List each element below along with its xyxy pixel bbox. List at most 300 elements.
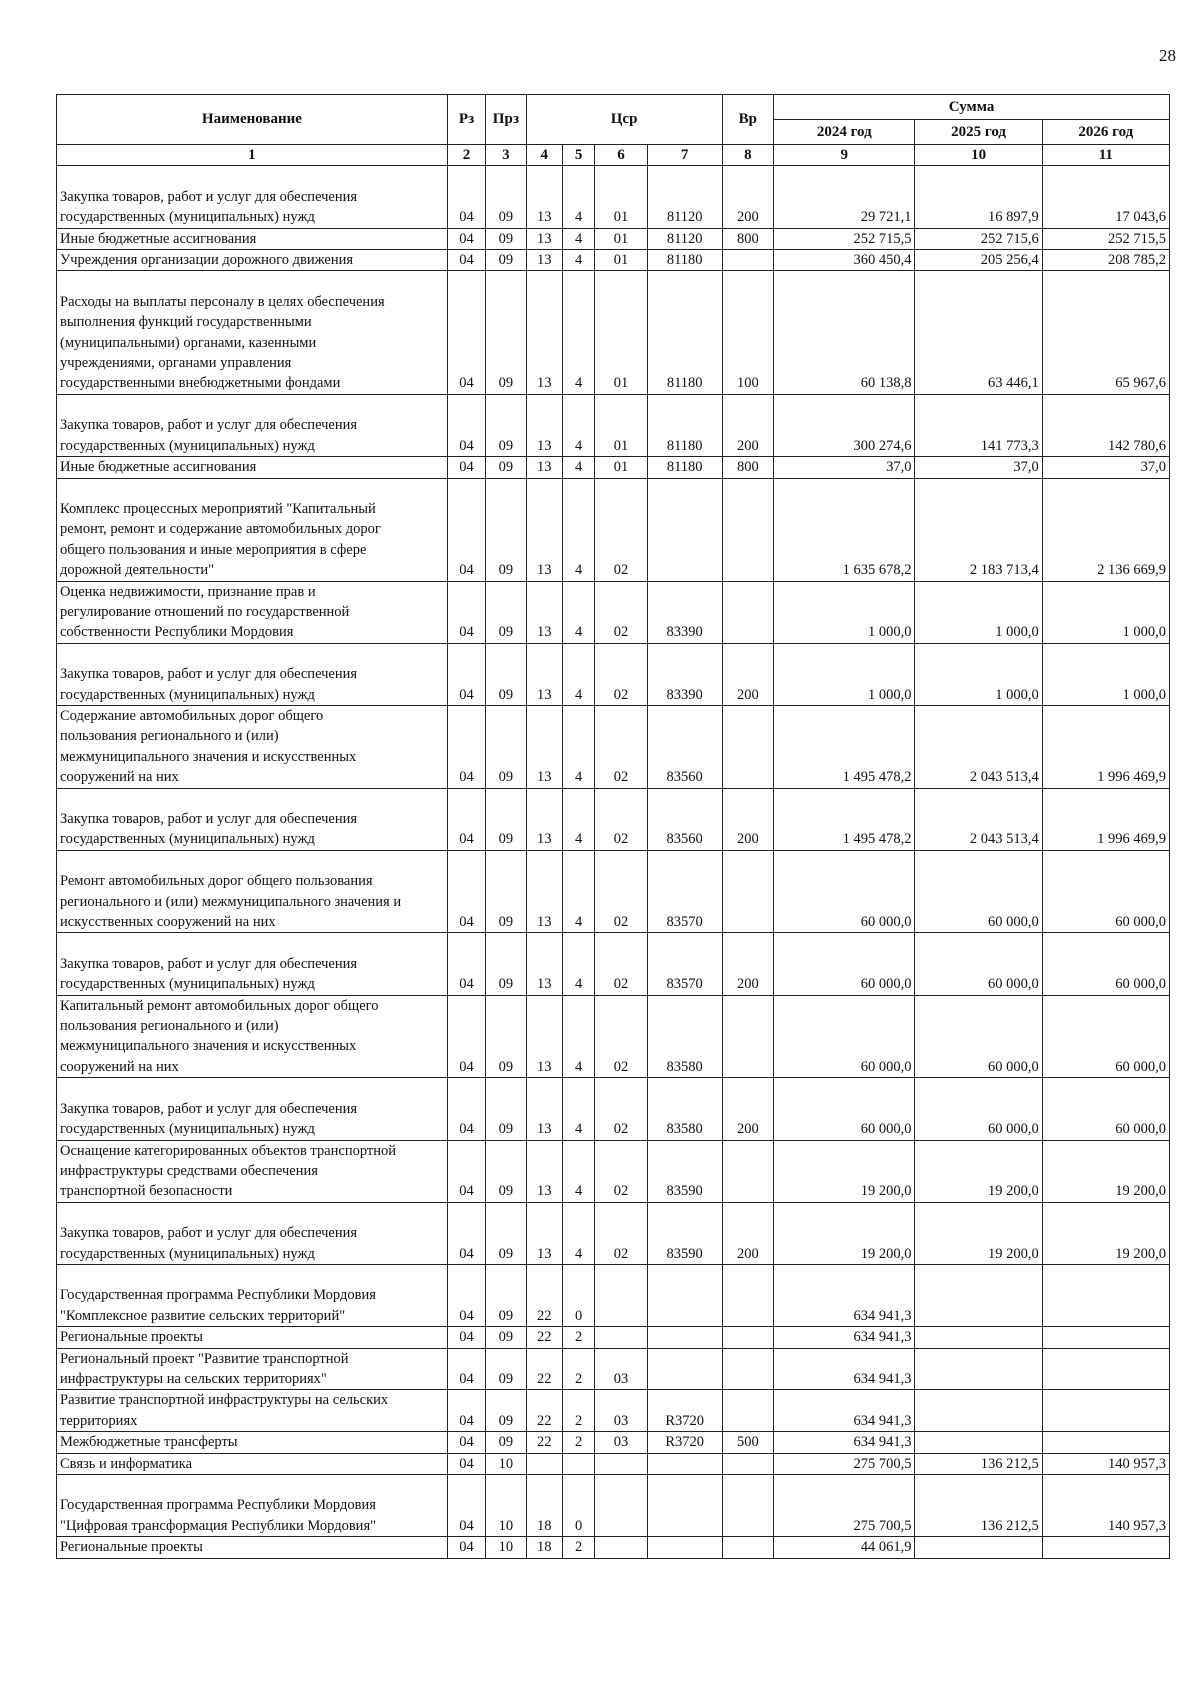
cell-vr: 800 bbox=[722, 457, 774, 478]
table-row bbox=[57, 394, 1170, 456]
cell-sum-2026: 1 000,0 bbox=[1042, 643, 1169, 705]
table-row bbox=[57, 850, 1170, 933]
cell-sum-2024: 60 138,8 bbox=[774, 271, 915, 394]
cell-csr-subprogram bbox=[595, 1264, 648, 1326]
cell-name-line: Региональный проект "Развитие транспортной bbox=[60, 1350, 349, 1367]
cell-csr-program: 22 bbox=[526, 1390, 562, 1432]
cell-name-line: Межбюджетные трансферты bbox=[60, 1434, 238, 1451]
header-year-2024: 2024 год bbox=[774, 120, 915, 145]
cell-csr-type: 2 bbox=[562, 1390, 594, 1432]
cell-sum-2024: 634 941,3 bbox=[774, 1348, 915, 1390]
cell-rz: 04 bbox=[447, 1432, 485, 1453]
cell-name-line: межмуниципального значения и искусственных bbox=[60, 748, 357, 765]
cell-name-line bbox=[60, 1078, 444, 1098]
cell-sum-2024: 634 941,3 bbox=[774, 1327, 915, 1348]
header-rz: Рз bbox=[447, 95, 485, 145]
cell-csr-subprogram: 02 bbox=[595, 1078, 648, 1140]
header-year-2026: 2026 год bbox=[1042, 120, 1169, 145]
cell-sum-2024: 275 700,5 bbox=[774, 1475, 915, 1537]
cell-prz: 09 bbox=[486, 271, 526, 394]
cell-csr-direction bbox=[647, 1327, 722, 1348]
table-row bbox=[57, 705, 1170, 788]
cell-sum-2024: 634 941,3 bbox=[774, 1432, 915, 1453]
cell-rz: 04 bbox=[447, 1348, 485, 1390]
cell-csr-program: 22 bbox=[526, 1264, 562, 1326]
cell-name-line: ремонт, ремонт и содержание автомобильных дорог bbox=[60, 521, 381, 538]
cell-vr bbox=[722, 1453, 774, 1474]
cell-vr bbox=[722, 705, 774, 788]
cell-name bbox=[57, 478, 448, 581]
cell-rz: 04 bbox=[447, 271, 485, 394]
cell-csr-direction: 83560 bbox=[647, 788, 722, 850]
cell-rz: 04 bbox=[447, 394, 485, 456]
table-row bbox=[57, 1348, 1170, 1390]
cell-sum-2024: 1 495 478,2 bbox=[774, 705, 915, 788]
cell-csr-program: 13 bbox=[526, 394, 562, 456]
cell-sum-2025: 136 212,5 bbox=[915, 1475, 1042, 1537]
table-row bbox=[57, 1537, 1170, 1558]
cell-csr-program: 13 bbox=[526, 850, 562, 933]
cell-name-line: Государственная программа Республики Мордовия bbox=[60, 1497, 376, 1514]
cell-prz: 09 bbox=[486, 850, 526, 933]
cell-rz: 04 bbox=[447, 1475, 485, 1537]
cell-csr-type: 4 bbox=[562, 705, 594, 788]
cell-sum-2024: 252 715,5 bbox=[774, 228, 915, 249]
cell-csr-subprogram: 01 bbox=[595, 250, 648, 271]
cell-name bbox=[57, 1140, 448, 1202]
cell-rz: 04 bbox=[447, 228, 485, 249]
cell-vr bbox=[722, 478, 774, 581]
cell-vr: 200 bbox=[722, 1202, 774, 1264]
cell-name bbox=[57, 643, 448, 705]
cell-prz: 09 bbox=[486, 1264, 526, 1326]
cell-name-line bbox=[60, 933, 444, 953]
cell-csr-type: 4 bbox=[562, 250, 594, 271]
cell-csr-program: 13 bbox=[526, 228, 562, 249]
cell-rz: 04 bbox=[447, 788, 485, 850]
cell-name-line bbox=[60, 271, 444, 291]
table-row bbox=[57, 228, 1170, 249]
header-prz: Прз bbox=[486, 95, 526, 145]
cell-name-line: Закупка товаров, работ и услуг для обеспечения bbox=[60, 1100, 358, 1117]
cell-vr: 200 bbox=[722, 166, 774, 228]
cell-sum-2026 bbox=[1042, 1264, 1169, 1326]
cell-sum-2026: 37,0 bbox=[1042, 457, 1169, 478]
cell-prz: 09 bbox=[486, 457, 526, 478]
cell-prz: 09 bbox=[486, 788, 526, 850]
cell-sum-2026: 1 996 469,9 bbox=[1042, 788, 1169, 850]
cell-name-line: искусственных сооружений на них bbox=[60, 914, 276, 931]
cell-csr-type: 4 bbox=[562, 457, 594, 478]
table-row bbox=[57, 250, 1170, 271]
cell-csr-program: 13 bbox=[526, 1140, 562, 1202]
cell-rz: 04 bbox=[447, 1537, 485, 1558]
cell-csr-subprogram: 01 bbox=[595, 271, 648, 394]
cell-prz: 09 bbox=[486, 1348, 526, 1390]
cell-sum-2026 bbox=[1042, 1390, 1169, 1432]
cell-name-line: дорожной деятельности" bbox=[60, 562, 215, 579]
column-number: 2 bbox=[447, 145, 485, 166]
cell-rz: 04 bbox=[447, 1264, 485, 1326]
cell-csr-type bbox=[562, 1453, 594, 1474]
cell-vr bbox=[722, 1390, 774, 1432]
cell-csr-program: 13 bbox=[526, 933, 562, 995]
cell-name-line: регулирование отношений по государственной bbox=[60, 603, 350, 620]
cell-sum-2025: 63 446,1 bbox=[915, 271, 1042, 394]
cell-csr-subprogram bbox=[595, 1453, 648, 1474]
header-vr: Вр bbox=[722, 95, 774, 145]
cell-csr-direction: 83580 bbox=[647, 1078, 722, 1140]
cell-name bbox=[57, 394, 448, 456]
table-row bbox=[57, 1202, 1170, 1264]
cell-prz: 09 bbox=[486, 478, 526, 581]
cell-name-line: Закупка товаров, работ и услуг для обеспечения bbox=[60, 955, 358, 972]
cell-sum-2025: 60 000,0 bbox=[915, 995, 1042, 1078]
cell-name-line bbox=[60, 166, 444, 186]
cell-name-line: Закупка товаров, работ и услуг для обеспечения bbox=[60, 811, 358, 827]
cell-csr-program: 13 bbox=[526, 271, 562, 394]
cell-csr-direction: 81120 bbox=[647, 166, 722, 228]
cell-sum-2025 bbox=[915, 1537, 1042, 1558]
table-row bbox=[57, 933, 1170, 995]
cell-csr-direction: 81120 bbox=[647, 228, 722, 249]
cell-csr-subprogram: 02 bbox=[595, 788, 648, 850]
cell-vr: 200 bbox=[722, 643, 774, 705]
cell-sum-2026 bbox=[1042, 1432, 1169, 1453]
cell-rz: 04 bbox=[447, 933, 485, 995]
cell-prz: 09 bbox=[486, 643, 526, 705]
cell-prz: 09 bbox=[486, 166, 526, 228]
cell-csr-direction: 83590 bbox=[647, 1202, 722, 1264]
cell-sum-2026: 60 000,0 bbox=[1042, 933, 1169, 995]
cell-vr bbox=[722, 1327, 774, 1348]
cell-name-line: государственных (муниципальных) нужд bbox=[60, 1121, 315, 1138]
cell-sum-2025 bbox=[915, 1390, 1042, 1432]
cell-sum-2024: 1 635 678,2 bbox=[774, 478, 915, 581]
cell-sum-2026: 60 000,0 bbox=[1042, 995, 1169, 1078]
cell-name-line: Учреждения организации дорожного движения bbox=[60, 252, 354, 269]
cell-rz: 04 bbox=[447, 995, 485, 1078]
cell-csr-subprogram: 02 bbox=[595, 1140, 648, 1202]
cell-csr-program: 18 bbox=[526, 1537, 562, 1558]
cell-csr-subprogram: 02 bbox=[595, 643, 648, 705]
cell-csr-subprogram: 02 bbox=[595, 850, 648, 933]
cell-csr-direction bbox=[647, 1475, 722, 1537]
cell-name-line: Закупка товаров, работ и услуг для обеспечения bbox=[60, 417, 358, 434]
cell-csr-type: 4 bbox=[562, 788, 594, 850]
cell-prz: 09 bbox=[486, 995, 526, 1078]
cell-vr: 200 bbox=[722, 394, 774, 456]
cell-sum-2024: 19 200,0 bbox=[774, 1140, 915, 1202]
cell-name-line bbox=[60, 644, 444, 664]
cell-name bbox=[57, 1078, 448, 1140]
cell-sum-2026: 140 957,3 bbox=[1042, 1475, 1169, 1537]
cell-sum-2025: 16 897,9 bbox=[915, 166, 1042, 228]
cell-rz: 04 bbox=[447, 1453, 485, 1474]
cell-csr-direction: 81180 bbox=[647, 250, 722, 271]
cell-csr-subprogram: 02 bbox=[595, 995, 648, 1078]
cell-name-line: Оценка недвижимости, признание прав и bbox=[60, 583, 316, 600]
cell-csr-type: 4 bbox=[562, 1078, 594, 1140]
cell-sum-2024: 360 450,4 bbox=[774, 250, 915, 271]
cell-csr-direction: R3720 bbox=[647, 1390, 722, 1432]
cell-prz: 09 bbox=[486, 581, 526, 643]
cell-csr-type: 0 bbox=[562, 1264, 594, 1326]
cell-sum-2024: 60 000,0 bbox=[774, 995, 915, 1078]
cell-csr-direction: 83570 bbox=[647, 933, 722, 995]
cell-rz: 04 bbox=[447, 581, 485, 643]
cell-prz: 09 bbox=[486, 394, 526, 456]
cell-sum-2026 bbox=[1042, 1327, 1169, 1348]
cell-csr-subprogram bbox=[595, 1537, 648, 1558]
cell-csr-direction: 83560 bbox=[647, 705, 722, 788]
cell-name bbox=[57, 1390, 448, 1432]
cell-name-line: Региональные проекты bbox=[60, 1329, 203, 1346]
cell-prz: 10 bbox=[486, 1475, 526, 1537]
header-sum: Сумма bbox=[774, 95, 1170, 120]
cell-name bbox=[57, 1348, 448, 1390]
column-number: 10 bbox=[915, 145, 1042, 166]
cell-name-line: Государственная программа Республики Мордовия bbox=[60, 1287, 376, 1304]
cell-vr bbox=[722, 995, 774, 1078]
cell-sum-2024: 1 000,0 bbox=[774, 643, 915, 705]
cell-sum-2025: 1 000,0 bbox=[915, 643, 1042, 705]
cell-vr bbox=[722, 1475, 774, 1537]
cell-name bbox=[57, 1475, 448, 1537]
cell-name bbox=[57, 1453, 448, 1474]
cell-csr-direction bbox=[647, 1453, 722, 1474]
cell-csr-subprogram bbox=[595, 1327, 648, 1348]
cell-name-line bbox=[60, 479, 444, 499]
table-row bbox=[57, 1453, 1170, 1474]
column-number: 1 bbox=[57, 145, 448, 166]
budget-table bbox=[56, 94, 1170, 1559]
cell-csr-direction: R3720 bbox=[647, 1432, 722, 1453]
cell-name-line: Закупка товаров, работ и услуг для обеспечения bbox=[60, 1225, 358, 1242]
cell-csr-subprogram bbox=[595, 1475, 648, 1537]
cell-sum-2026: 60 000,0 bbox=[1042, 1078, 1169, 1140]
cell-prz: 09 bbox=[486, 1327, 526, 1348]
cell-csr-program: 13 bbox=[526, 705, 562, 788]
cell-name-line: пользования регионального и (или) bbox=[60, 728, 279, 745]
cell-csr-subprogram: 02 bbox=[595, 705, 648, 788]
cell-sum-2025: 136 212,5 bbox=[915, 1453, 1042, 1474]
cell-rz: 04 bbox=[447, 1390, 485, 1432]
cell-name-line: сооружений на них bbox=[60, 1058, 179, 1075]
cell-vr: 800 bbox=[722, 228, 774, 249]
cell-name-line: государственных (муниципальных) нужд bbox=[60, 1245, 315, 1262]
column-number: 11 bbox=[1042, 145, 1169, 166]
cell-prz: 10 bbox=[486, 1537, 526, 1558]
cell-name-line: Закупка товаров, работ и услуг для обеспечения bbox=[60, 666, 358, 683]
cell-csr-type: 4 bbox=[562, 228, 594, 249]
cell-csr-type: 4 bbox=[562, 581, 594, 643]
table-row bbox=[57, 1327, 1170, 1348]
cell-sum-2026: 60 000,0 bbox=[1042, 850, 1169, 933]
table-row bbox=[57, 1264, 1170, 1326]
cell-name bbox=[57, 933, 448, 995]
cell-csr-subprogram: 01 bbox=[595, 228, 648, 249]
cell-prz: 09 bbox=[486, 1140, 526, 1202]
cell-csr-direction: 83580 bbox=[647, 995, 722, 1078]
cell-csr-program: 22 bbox=[526, 1327, 562, 1348]
cell-rz: 04 bbox=[447, 250, 485, 271]
cell-rz: 04 bbox=[447, 166, 485, 228]
cell-prz: 09 bbox=[486, 705, 526, 788]
cell-csr-type: 4 bbox=[562, 850, 594, 933]
cell-name-line: территориях bbox=[60, 1412, 138, 1429]
cell-csr-program: 22 bbox=[526, 1432, 562, 1453]
table-row bbox=[57, 788, 1170, 850]
cell-name-line: "Цифровая трансформация Республики Мордовия" bbox=[60, 1517, 377, 1534]
cell-name bbox=[57, 457, 448, 478]
cell-name-line: государственных (муниципальных) нужд bbox=[60, 686, 315, 703]
cell-sum-2026: 140 957,3 bbox=[1042, 1453, 1169, 1474]
table-row bbox=[57, 166, 1170, 228]
cell-csr-subprogram: 02 bbox=[595, 581, 648, 643]
cell-csr-program bbox=[526, 1453, 562, 1474]
cell-name-line: выполнения функций государственными bbox=[60, 314, 312, 331]
cell-sum-2024: 37,0 bbox=[774, 457, 915, 478]
cell-rz: 04 bbox=[447, 1327, 485, 1348]
cell-sum-2026: 208 785,2 bbox=[1042, 250, 1169, 271]
cell-name bbox=[57, 228, 448, 249]
cell-name-line: общего пользования и иные мероприятия в сфере bbox=[60, 541, 367, 558]
cell-csr-direction bbox=[647, 1264, 722, 1326]
cell-name bbox=[57, 1264, 448, 1326]
header-year-2025: 2025 год bbox=[915, 120, 1042, 145]
cell-csr-direction: 83570 bbox=[647, 850, 722, 933]
cell-name-line: Комплекс процессных мероприятий "Капитальный bbox=[60, 500, 376, 517]
cell-name-line: межмуниципального значения и искусственных bbox=[60, 1038, 357, 1055]
cell-vr bbox=[722, 850, 774, 933]
cell-name-line: пользования регионального и (или) bbox=[60, 1018, 279, 1035]
cell-rz: 04 bbox=[447, 1140, 485, 1202]
header-csr: Цср bbox=[526, 95, 722, 145]
cell-name-line: "Комплексное развитие сельских территорий" bbox=[60, 1307, 346, 1324]
cell-sum-2026: 1 000,0 bbox=[1042, 581, 1169, 643]
cell-prz: 09 bbox=[486, 228, 526, 249]
cell-vr bbox=[722, 1537, 774, 1558]
cell-csr-program: 13 bbox=[526, 995, 562, 1078]
cell-name bbox=[57, 705, 448, 788]
table-row bbox=[57, 457, 1170, 478]
cell-vr bbox=[722, 250, 774, 271]
cell-csr-subprogram: 01 bbox=[595, 166, 648, 228]
column-number: 3 bbox=[486, 145, 526, 166]
table-row bbox=[57, 581, 1170, 643]
cell-rz: 04 bbox=[447, 643, 485, 705]
cell-sum-2025: 60 000,0 bbox=[915, 850, 1042, 933]
cell-prz: 09 bbox=[486, 1202, 526, 1264]
cell-vr: 100 bbox=[722, 271, 774, 394]
table-row bbox=[57, 478, 1170, 581]
cell-csr-subprogram: 02 bbox=[595, 478, 648, 581]
cell-sum-2026: 142 780,6 bbox=[1042, 394, 1169, 456]
cell-vr: 200 bbox=[722, 933, 774, 995]
cell-name bbox=[57, 166, 448, 228]
cell-name-line: Иные бюджетные ассигнования bbox=[60, 230, 257, 247]
cell-name-line: собственности Республики Мордовия bbox=[60, 624, 294, 641]
cell-sum-2024: 60 000,0 bbox=[774, 1078, 915, 1140]
cell-name-line bbox=[60, 789, 444, 809]
column-number: 4 bbox=[526, 145, 562, 166]
cell-name bbox=[57, 1537, 448, 1558]
cell-name bbox=[57, 788, 448, 850]
cell-csr-program: 13 bbox=[526, 1202, 562, 1264]
cell-csr-program: 13 bbox=[526, 643, 562, 705]
cell-prz: 09 bbox=[486, 1390, 526, 1432]
cell-csr-type: 4 bbox=[562, 271, 594, 394]
cell-name-line: Региональные проекты bbox=[60, 1539, 203, 1556]
cell-sum-2025 bbox=[915, 1348, 1042, 1390]
cell-name-line: Связь и информатика bbox=[60, 1455, 193, 1472]
table-body bbox=[57, 166, 1170, 1558]
cell-csr-subprogram: 03 bbox=[595, 1390, 648, 1432]
cell-csr-program: 13 bbox=[526, 166, 562, 228]
cell-csr-subprogram: 01 bbox=[595, 457, 648, 478]
cell-name bbox=[57, 995, 448, 1078]
cell-csr-subprogram: 02 bbox=[595, 933, 648, 995]
table-row bbox=[57, 1078, 1170, 1140]
cell-vr: 200 bbox=[722, 1078, 774, 1140]
cell-sum-2024: 29 721,1 bbox=[774, 166, 915, 228]
cell-sum-2024: 634 941,3 bbox=[774, 1264, 915, 1326]
cell-sum-2026: 19 200,0 bbox=[1042, 1202, 1169, 1264]
table-row bbox=[57, 995, 1170, 1078]
cell-sum-2026 bbox=[1042, 1348, 1169, 1390]
cell-sum-2024: 1 000,0 bbox=[774, 581, 915, 643]
cell-name bbox=[57, 1202, 448, 1264]
cell-name bbox=[57, 850, 448, 933]
cell-name-line: Закупка товаров, работ и услуг для обеспечения bbox=[60, 188, 358, 205]
cell-name-line: государственных (муниципальных) нужд bbox=[60, 209, 315, 226]
cell-name-line bbox=[60, 1475, 444, 1495]
cell-csr-subprogram: 03 bbox=[595, 1348, 648, 1390]
cell-csr-type: 4 bbox=[562, 995, 594, 1078]
column-number: 7 bbox=[647, 145, 722, 166]
column-number: 8 bbox=[722, 145, 774, 166]
cell-csr-direction: 81180 bbox=[647, 394, 722, 456]
cell-sum-2024: 19 200,0 bbox=[774, 1202, 915, 1264]
cell-sum-2025: 2 183 713,4 bbox=[915, 478, 1042, 581]
cell-name bbox=[57, 1432, 448, 1453]
cell-sum-2026: 1 996 469,9 bbox=[1042, 705, 1169, 788]
cell-sum-2025: 19 200,0 bbox=[915, 1202, 1042, 1264]
column-number: 9 bbox=[774, 145, 915, 166]
cell-sum-2025: 205 256,4 bbox=[915, 250, 1042, 271]
cell-csr-type: 4 bbox=[562, 1202, 594, 1264]
cell-csr-type: 0 bbox=[562, 1475, 594, 1537]
cell-sum-2026: 65 967,6 bbox=[1042, 271, 1169, 394]
cell-csr-subprogram: 02 bbox=[595, 1202, 648, 1264]
cell-sum-2024: 275 700,5 bbox=[774, 1453, 915, 1474]
cell-sum-2025: 60 000,0 bbox=[915, 933, 1042, 995]
header-name: Наименование bbox=[57, 95, 448, 145]
cell-rz: 04 bbox=[447, 850, 485, 933]
cell-sum-2025: 1 000,0 bbox=[915, 581, 1042, 643]
cell-sum-2026: 252 715,5 bbox=[1042, 228, 1169, 249]
cell-sum-2025 bbox=[915, 1264, 1042, 1326]
cell-sum-2026: 2 136 669,9 bbox=[1042, 478, 1169, 581]
cell-sum-2025: 2 043 513,4 bbox=[915, 788, 1042, 850]
column-number: 6 bbox=[595, 145, 648, 166]
cell-csr-program: 13 bbox=[526, 581, 562, 643]
page-number: 28 bbox=[1159, 46, 1176, 65]
cell-name-line: (муниципальными) органами, казенными bbox=[60, 334, 317, 351]
cell-prz: 09 bbox=[486, 1078, 526, 1140]
cell-csr-type: 2 bbox=[562, 1432, 594, 1453]
